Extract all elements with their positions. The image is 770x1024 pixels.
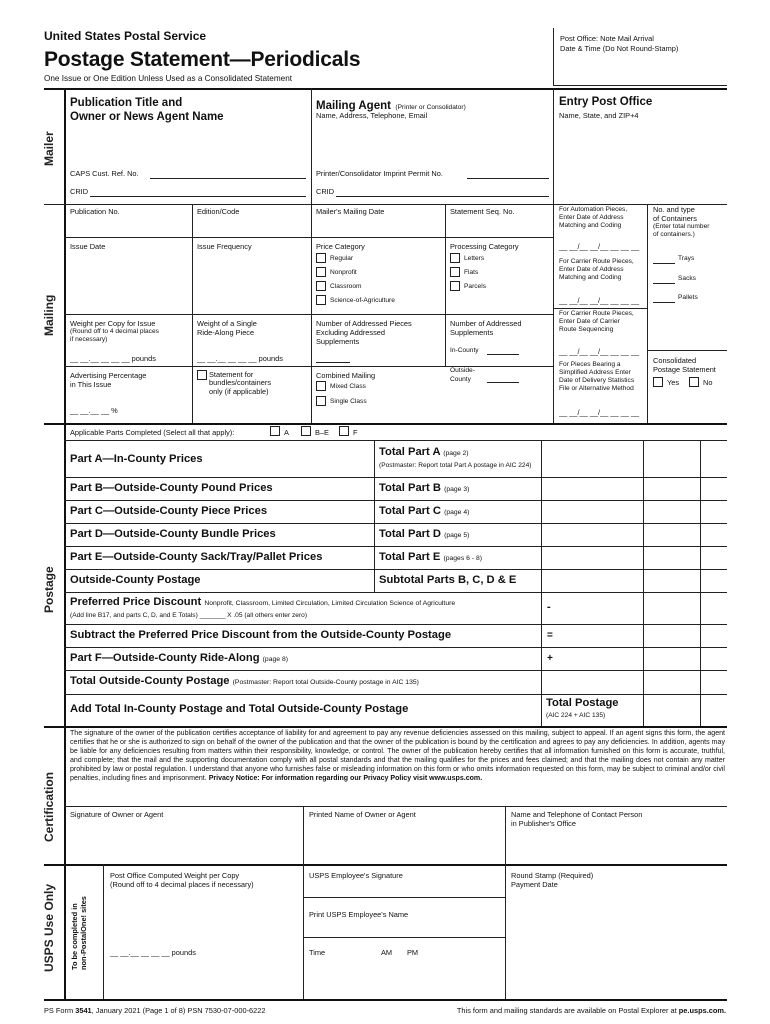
entry-post-office-sub: Name, State, and ZIP+4: [559, 111, 639, 120]
simplified-address-note: For Pieces Bearing a Simplified Address Enter Date of Delivery Statistics File or Alternative Method: [559, 361, 635, 392]
plus-sign: +: [547, 653, 553, 664]
trays-label: Trays: [678, 255, 695, 262]
total-outside-label: Total Outside-County Postage (Postmaster: Report total Outside-County postage in AIC 135): [70, 675, 419, 687]
single-class-label: Single Class: [330, 398, 367, 405]
carrier-route-note: For Carrier Route Pieces, Enter Date of Address Matching and Coding: [559, 258, 634, 281]
agency-name: United States Postal Service: [44, 29, 207, 43]
part-a-checkbox[interactable]: [270, 426, 280, 436]
pallets-field[interactable]: [653, 302, 675, 303]
in-county-label: In-County: [450, 347, 479, 354]
price-science-label: Science-of-Agriculture: [330, 297, 395, 304]
stamp-note: Post Office: Note Mail Arrival: [560, 34, 654, 43]
num-supplements-label: Number of Addressed Supplements: [450, 319, 522, 337]
imprint-label: Printer/Consolidator Imprint Permit No.: [316, 169, 443, 178]
price-category-label: Price Category: [316, 242, 365, 251]
num-pieces-label: Number of Addressed Pieces Excluding Addressed Supplements: [316, 319, 412, 346]
consolidated-label: Consolidated Postage Statement: [653, 356, 716, 374]
sacks-label: Sacks: [678, 275, 696, 282]
computed-weight-label: Post Office Computed Weight per Copy (Round off to 4 decimal places if necessary): [110, 871, 254, 889]
certification-text: The signature of the owner of the publication certifies acceptance of liability for and agreement to pay any revenue deficiencies assessed on this mailing, subject to appeal. If an agent signs this form, the agent certifies that he or she is authorized to sign on behalf of the owner of the publication and that the owner of the publication is bound by the certification and agrees to pay any deficiencies. In addition, agents may be liable for any deficiencies resulting from matters within their responsibility, knowledge, or control. The owner of the publication hereby certifies that all information furnished on this form is accurate, truthful, and complete; that the mail and the supporting documentation comply with all postal standards and that the mailing qualifies for the prices and fees claimed; and that the mailing does not contain any matter prohibited by law or postal regulation. I understand that anyone who furnishes false or misleading information on this form or who omits information requested on this form, may be subject to criminal and/or civil penalties, including fines and imprisonment. Privacy Notice: For information regarding our Privacy Policy visit www.usps.com.: [70, 730, 725, 783]
imprint-field[interactable]: [467, 178, 549, 179]
proc-flats-label: Flats: [464, 269, 479, 276]
consolidated-yes-checkbox[interactable]: [653, 377, 663, 387]
caps-field[interactable]: [150, 178, 306, 179]
computed-weight-field[interactable]: __ __.__ __ __ __ pounds: [110, 948, 196, 957]
consolidated-no-checkbox[interactable]: [689, 377, 699, 387]
advertising-field[interactable]: __ __.__ __ %: [70, 406, 118, 415]
publication-title-label: Publication Title and Owner or News Agent Name: [70, 97, 224, 123]
single-class-checkbox[interactable]: [316, 396, 326, 406]
total-postage-dollars[interactable]: [644, 695, 700, 725]
total-part-a-label: Total Part A (page 2): [379, 446, 469, 458]
part-a-label: Part A—In-County Prices: [70, 453, 203, 465]
in-county-field[interactable]: [487, 354, 519, 355]
proc-flats-checkbox[interactable]: [450, 267, 460, 277]
preferred-discount-label: Preferred Price Discount Nonprofit, Classroom, Limited Circulation, Limited Circulation Science of Agriculture: [70, 596, 456, 608]
arrival-stamp-box[interactable]: [553, 28, 727, 86]
usps-only-sub: To be completed in non-PostalOne! sites: [70, 896, 88, 970]
entry-post-office-label: Entry Post Office: [559, 96, 653, 108]
owner-signature-field[interactable]: [66, 820, 302, 863]
subtotal-label: Subtotal Parts B, C, D & E: [379, 574, 517, 586]
carrier-seq-date-field[interactable]: __ __/__ __/__ __ __ __: [559, 347, 640, 356]
automation-date-field[interactable]: __ __/__ __/__ __ __ __: [559, 242, 640, 251]
employee-signature-label: USPS Employee's Signature: [309, 871, 403, 880]
add-total-label: Add Total In-County Postage and Total Outside-County Postage: [70, 703, 409, 715]
bundles-statement-label: Statement for bundles/containers only (if applicable): [209, 370, 272, 396]
edition-code-label: Edition/Code: [197, 207, 240, 216]
subtract-discount-label: Subtract the Preferred Price Discount from the Outside-County Postage: [70, 629, 452, 641]
section-label-mailing: Mailing: [42, 294, 56, 336]
owner-signature-label: Signature of Owner or Agent: [70, 810, 164, 819]
automation-note: For Automation Pieces, Enter Date of Address Matching and Coding: [559, 206, 628, 229]
total-part-c-label: Total Part C (page 4): [379, 505, 470, 517]
total-part-d-label: Total Part D (page 5): [379, 528, 470, 540]
price-regular-label: Regular: [330, 255, 354, 262]
part-a-option: A: [284, 428, 289, 437]
outside-county-field[interactable]: [487, 382, 519, 383]
mailing-agent-sub: Name, Address, Telephone, Email: [316, 111, 428, 120]
form-title: Postage Statement—Periodicals: [44, 48, 361, 71]
total-part-a-note: (Postmaster: Report total Part A postage in AIC 224): [379, 462, 532, 469]
advertising-label: Advertising Percentage in This Issue: [70, 371, 147, 389]
price-classroom-checkbox[interactable]: [316, 281, 326, 291]
outside-county-postage-label: Outside-County Postage: [70, 574, 201, 586]
print-employee-label: Print USPS Employee's Name: [309, 910, 409, 919]
section-label-usps-only: USPS Use Only: [42, 883, 56, 972]
stamp-note: Date & Time (Do Not Round-Stamp): [560, 44, 679, 53]
weight-per-copy-label: Weight per Copy for Issue (Round off to 4 decimal places if necessary): [70, 319, 159, 343]
carrier-route-date-field[interactable]: __ __/__ __/__ __ __ __: [559, 296, 640, 305]
pm-label[interactable]: PM: [407, 948, 419, 957]
equals-sign: =: [547, 630, 553, 641]
availability-note: This form and mailing standards are available on Postal Explorer at pe.usps.com.: [456, 1006, 726, 1015]
total-part-a-dollars[interactable]: [542, 441, 643, 477]
price-nonprofit-label: Nonprofit: [330, 269, 357, 276]
num-pieces-field[interactable]: [316, 362, 350, 363]
printed-name-field[interactable]: [305, 820, 504, 863]
weight-per-copy-field[interactable]: __ __.__ __ __ __ pounds: [70, 354, 156, 363]
am-label[interactable]: AM: [381, 948, 393, 957]
statement-seq-label: Statement Seq. No.: [450, 207, 515, 216]
proc-letters-checkbox[interactable]: [450, 253, 460, 263]
mailing-agent-label: Mailing Agent (Printer or Consolidator): [316, 100, 466, 112]
part-b-label: Part B—Outside-County Pound Prices: [70, 482, 273, 494]
issue-frequency-label: Issue Frequency: [197, 242, 252, 251]
contact-person-label: Name and Telephone of Contact Person in Publisher's Office: [511, 810, 643, 828]
part-f-option: F: [353, 428, 358, 437]
crid-left-field[interactable]: [90, 196, 306, 197]
part-e-label: Part E—Outside-County Sack/Tray/Pallet Prices: [70, 551, 323, 563]
caps-label: CAPS Cust. Ref. No.: [70, 169, 139, 178]
simplified-date-field[interactable]: __ __/__ __/__ __ __ __: [559, 408, 640, 417]
bundles-statement-checkbox[interactable]: [197, 370, 207, 380]
consolidated-no-label: No: [703, 378, 713, 387]
form-number: PS Form 3541, January 2021 (Page 1 of 8) PSN 7530-07-000-6222: [44, 1006, 266, 1015]
minus-sign: -: [547, 601, 551, 613]
price-science-checkbox[interactable]: [316, 295, 326, 305]
price-classroom-label: Classroom: [330, 283, 362, 290]
section-label-mailer: Mailer: [42, 131, 56, 166]
crid-right-field[interactable]: [336, 196, 549, 197]
price-nonprofit-checkbox[interactable]: [316, 267, 326, 277]
printed-name-label: Printed Name of Owner or Agent: [309, 810, 416, 819]
ride-along-weight-label: Weight of a Single Ride-Along Piece: [197, 319, 257, 337]
total-part-e-label: Total Part E (pages 6 - 8): [379, 551, 482, 563]
proc-parcels-label: Parcels: [464, 283, 486, 290]
part-f-label: Part F—Outside-County Ride-Along (page 8): [70, 652, 288, 664]
mixed-class-checkbox[interactable]: [316, 381, 326, 391]
proc-parcels-checkbox[interactable]: [450, 281, 460, 291]
publication-no-label: Publication No.: [70, 207, 120, 216]
crid-left-label: CRID: [70, 187, 89, 196]
part-d-label: Part D—Outside-County Bundle Prices: [70, 528, 276, 540]
price-regular-checkbox[interactable]: [316, 253, 326, 263]
part-b-e-checkbox[interactable]: [301, 426, 311, 436]
part-b-e-option: B–E: [315, 428, 329, 437]
round-stamp-label: Round Stamp (Required) Payment Date: [511, 871, 594, 889]
sacks-field[interactable]: [653, 283, 675, 284]
section-label-postage: Postage: [42, 566, 56, 613]
containers-label: No. and type of Containers (Enter total number of containers.): [653, 205, 710, 239]
proc-letters-label: Letters: [464, 255, 485, 262]
postal-explorer-link[interactable]: pe.usps.com.: [678, 1006, 726, 1015]
total-postage-note: (AIC 224 + AIC 135): [546, 712, 606, 719]
form-subtitle: One Issue or One Edition Unless Used as a Consolidated Statement: [44, 74, 293, 83]
applicable-parts-label: Applicable Parts Completed (Select all that apply):: [70, 428, 235, 437]
total-part-b-label: Total Part B (page 3): [379, 482, 470, 494]
combined-mailing-label: Combined Mailing: [316, 371, 376, 380]
time-label: Time: [309, 948, 326, 957]
trays-field[interactable]: [653, 263, 675, 264]
total-postage-label: Total Postage: [546, 697, 619, 709]
carrier-seq-note: For Carrier Route Pieces, Enter Date of Carrier Route Sequencing: [559, 310, 634, 333]
processing-category-label: Processing Category: [450, 242, 519, 251]
mailing-date-label: Mailer's Mailing Date: [316, 207, 385, 216]
part-f-checkbox[interactable]: [339, 426, 349, 436]
ride-along-weight-field[interactable]: __ __.__ __ __ __ pounds: [197, 354, 283, 363]
issue-date-label: Issue Date: [70, 242, 106, 251]
crid-right-label: CRID: [316, 187, 335, 196]
consolidated-yes-label: Yes: [667, 378, 680, 387]
outside-county-label: Outside- County: [450, 367, 475, 383]
mixed-class-label: Mixed Class: [330, 383, 366, 390]
preferred-discount-note: (Add line B17, and parts C, D, and E Totals) _______ X .05 (all others enter zero): [70, 612, 308, 619]
pallets-label: Pallets: [678, 294, 698, 301]
section-label-certification: Certification: [42, 771, 56, 842]
part-c-label: Part C—Outside-County Piece Prices: [70, 505, 268, 517]
